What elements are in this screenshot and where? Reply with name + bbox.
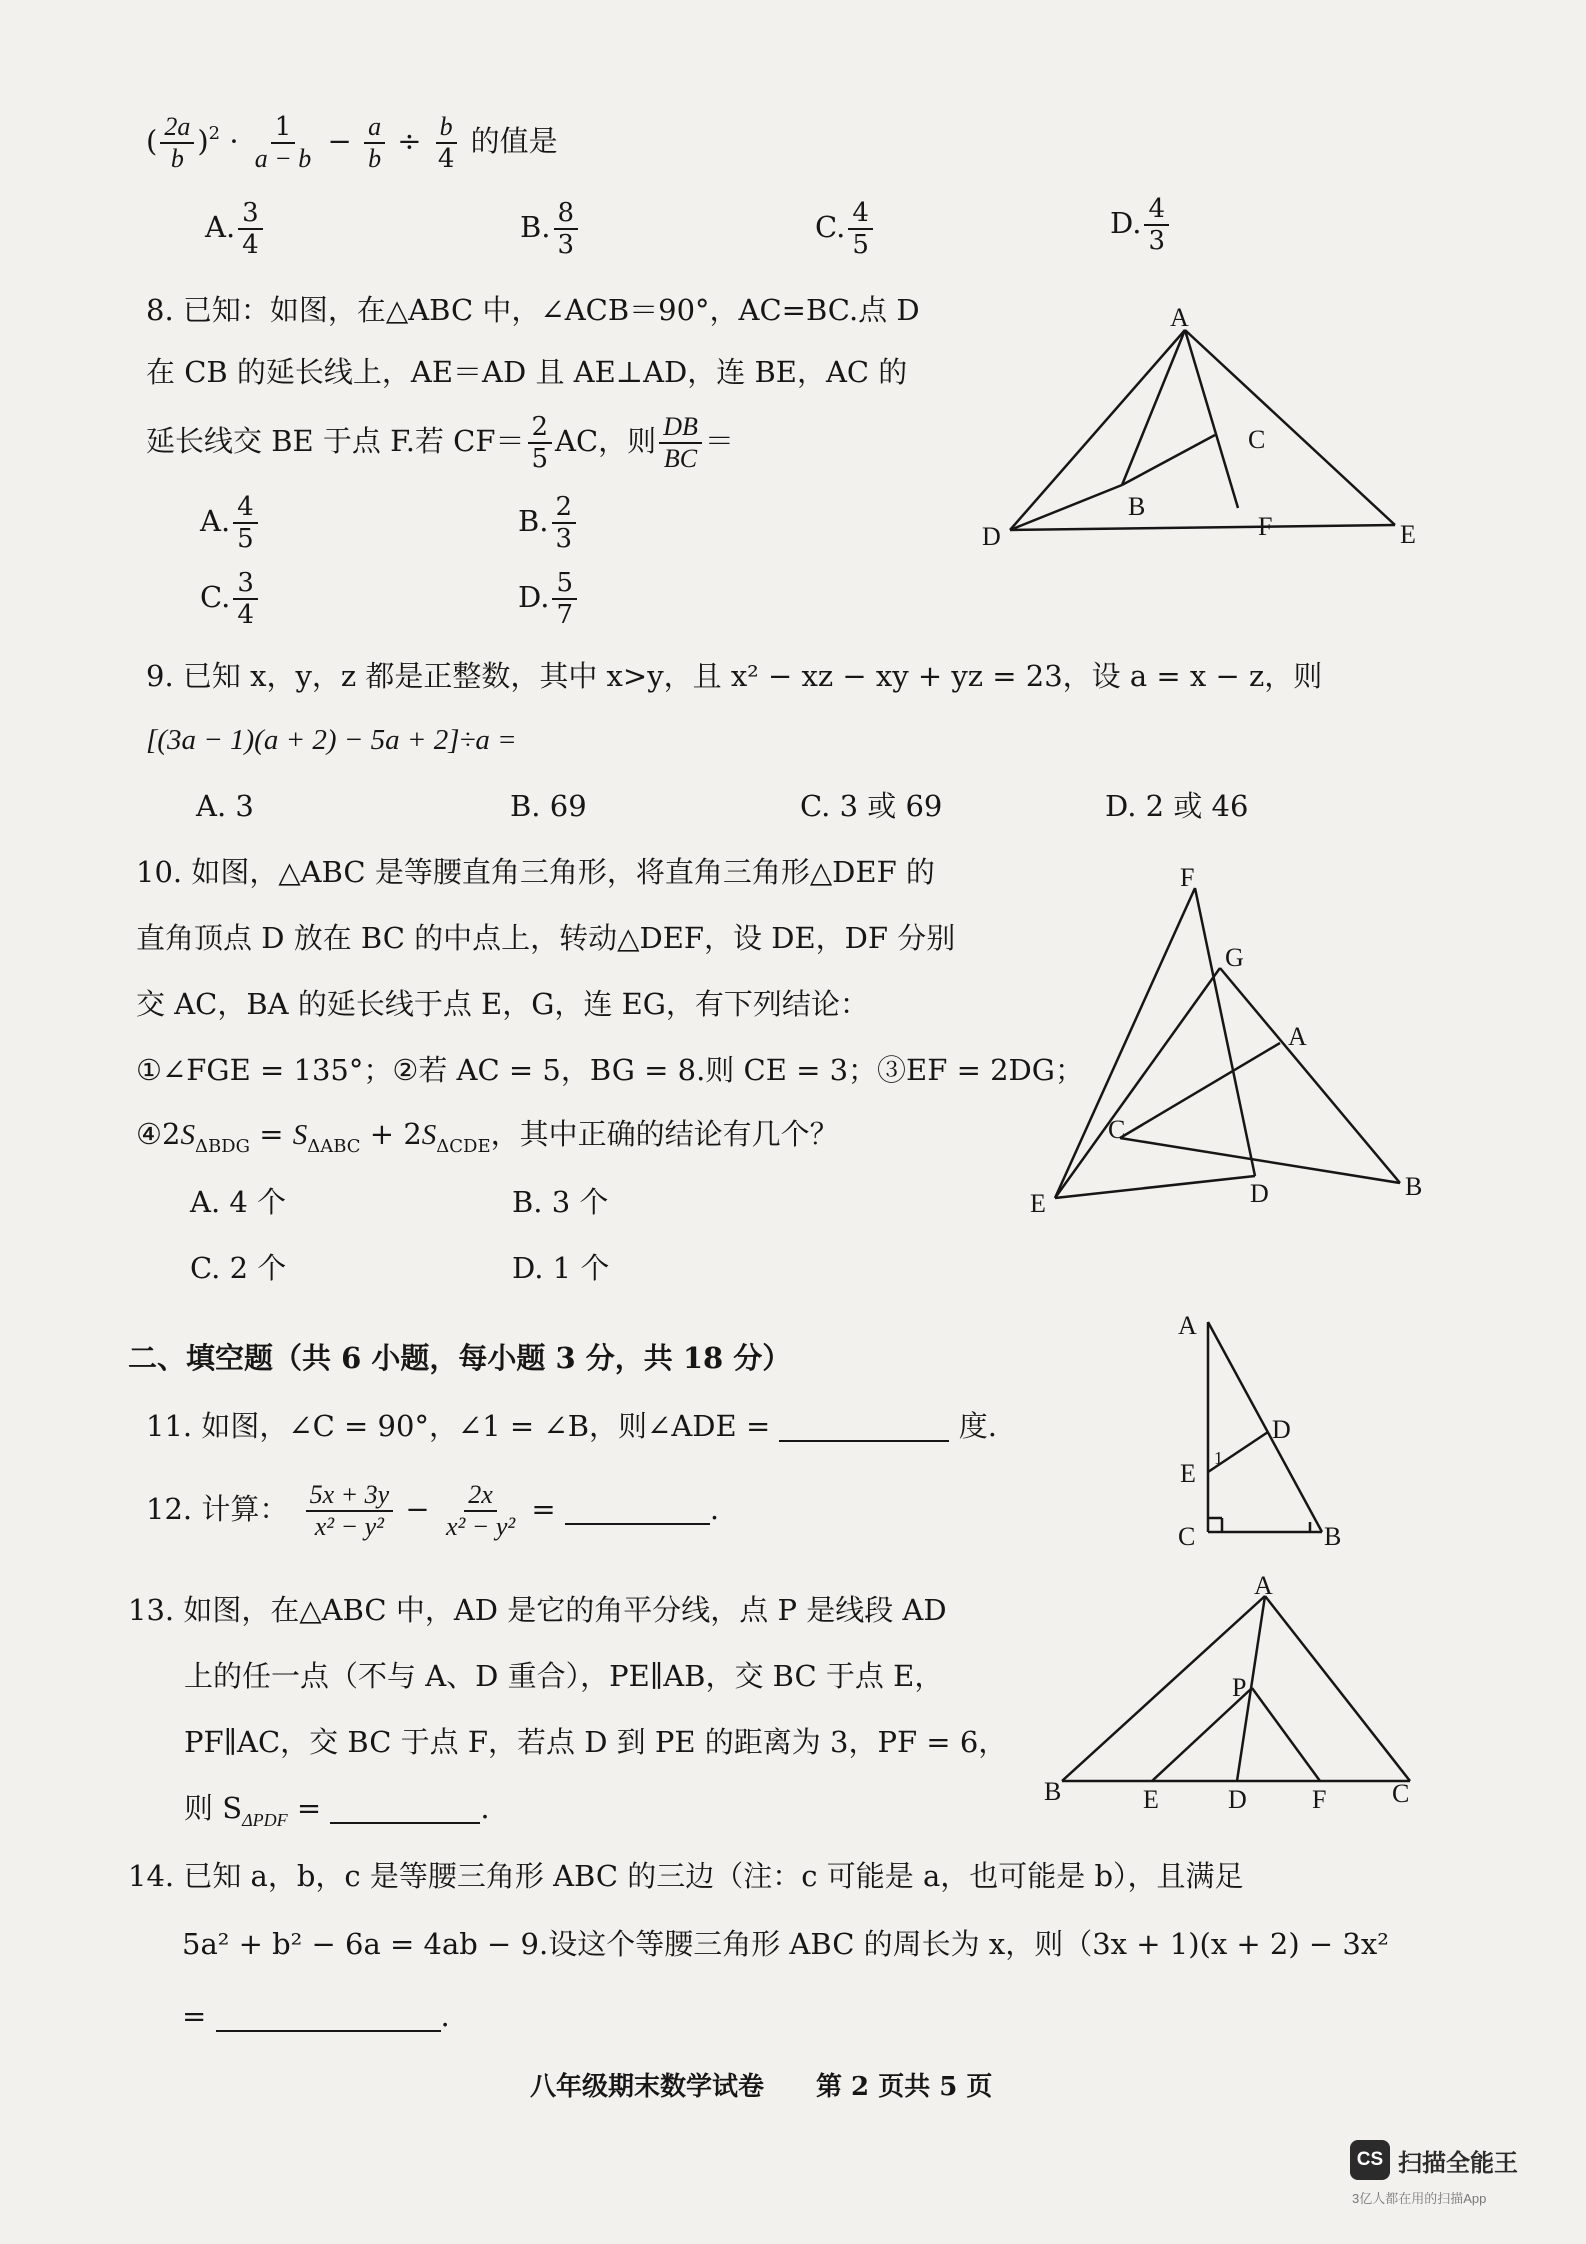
q7-option-d: D. $\frac{4}{3}$	[1110, 194, 1172, 256]
q13-label-f: F	[1312, 1785, 1327, 1814]
q9-option-c: C. 3 或 69	[800, 789, 943, 823]
watermark-name: 扫描全能王	[1398, 2149, 1518, 2177]
q9-option-a: A. 3	[196, 789, 254, 823]
q7-tail: 的值是	[470, 124, 558, 158]
q11-figure	[1160, 1300, 1360, 1560]
watermark-subtitle: 3亿人都在用的扫描App	[1352, 2191, 1487, 2206]
q11-label-e: E	[1180, 1459, 1196, 1488]
q13-label-e: E	[1143, 1785, 1159, 1814]
q10-label-f: F	[1180, 863, 1195, 892]
q7-option-c: C. $\frac{4}{5}$	[815, 198, 876, 260]
q7-option-b: B. $\frac{8}{3}$	[520, 198, 581, 260]
q13-line3: PF∥AC，交 BC 于点 F，若点 D 到 PE 的距离为 3，PF = 6，	[184, 1725, 1008, 1759]
q8-label-e: E	[1400, 520, 1416, 549]
q14-answer-blank[interactable]	[216, 2004, 441, 2032]
q13-line1: 13. 如图，在△ABC 中，AD 是它的角平分线，点 P 是线段 AD	[128, 1593, 947, 1627]
q8-label-b: B	[1128, 492, 1146, 521]
q13-answer-blank[interactable]	[330, 1796, 480, 1824]
q10-line2: 直角顶点 D 放在 BC 的中点上，转动△DEF，设 DE，DF 分别	[136, 921, 956, 955]
camscanner-logo-icon: CS	[1350, 2140, 1390, 2180]
q10-label-d: D	[1250, 1179, 1269, 1208]
q14-line1: 14. 已知 a，b，c 是等腰三角形 ABC 的三边（注：c 可能是 a，也可能是 b），且满足	[128, 1859, 1244, 1893]
q14-line3: = .	[182, 1999, 450, 2033]
q8-label-a: A	[1170, 303, 1189, 332]
q10-line3: 交 AC，BA 的延长线于点 E，G，连 EG，有下列结论：	[136, 987, 869, 1021]
q7-option-a: A. $\frac{3}{4}$	[205, 198, 266, 260]
q10-option-d: D. 1 个	[512, 1251, 610, 1285]
q11-label-b: B	[1324, 1522, 1342, 1551]
q9-line2: [(3a − 1)(a + 2) − 5a + 2]÷a =	[146, 724, 517, 756]
q14-line2: 5a² + b² − 6a = 4ab − 9.设这个等腰三角形 ABC 的周长为 x，则（3x + 1)(x + 2) − 3x²	[182, 1927, 1389, 1961]
q8-label-d: D	[982, 522, 1001, 551]
scanner-watermark	[1350, 2140, 1518, 2180]
q9-line1: 9. 已知 x，y，z 都是正整数，其中 x>y，且 x² − xz − xy + yz = 23，设 a = x − z，则	[146, 659, 1323, 693]
q11-label-a: A	[1178, 1311, 1197, 1340]
q11-label-d: D	[1272, 1415, 1291, 1444]
q10-line1: 10. 如图，△ABC 是等腰直角三角形，将直角三角形△DEF 的	[136, 855, 935, 889]
q8-label-f: F	[1258, 512, 1273, 541]
q8-line3: 延长线交 BE 于点 F.若 CF＝ $\frac{2}{5}$ AC，则 $\frac{DB}{BC}$ ＝	[146, 412, 734, 474]
q8-label-c: C	[1248, 425, 1266, 454]
page-footer: 八年级期末数学试卷 第 2 页共 5 页	[530, 2072, 993, 2102]
q10-label-e: E	[1030, 1189, 1046, 1218]
q10-option-a: A. 4 个	[190, 1185, 287, 1219]
q10-label-g: G	[1225, 943, 1244, 972]
q13-figure	[1040, 1576, 1440, 1816]
q13-line2: 上的任一点（不与 A、D 重合），PE∥AB，交 BC 于点 E，	[184, 1659, 944, 1693]
q8-option-b: B. $\frac{2}{3}$	[518, 492, 579, 554]
q8-option-a: A. $\frac{4}{5}$	[200, 492, 261, 554]
q9-option-b: B. 69	[510, 789, 587, 823]
q12-expression: 12. 计算： $\frac{5x + 3y}{\text{x² − y²}}$ − $\frac{2x}{\text{x² − y²}}$ = .	[146, 1480, 720, 1541]
q11-answer-blank[interactable]	[779, 1414, 949, 1442]
q10-label-c: C	[1108, 1115, 1126, 1144]
q10-label-b: B	[1405, 1172, 1423, 1201]
q11-text: 11. 如图，∠C = 90°，∠1 = ∠B，则∠ADE = 度.	[146, 1409, 997, 1443]
q10-line4: ①∠FGE = 135°；②若 AC = 5，BG = 8.则 CE = 3；③EF = 2DG；	[136, 1053, 1084, 1087]
q11-label-c: C	[1178, 1522, 1196, 1551]
q13-line4: 则 $S_{\Delta PDF}$ = .	[184, 1791, 490, 1830]
q9-option-d: D. 2 或 46	[1105, 789, 1249, 823]
q12-answer-blank[interactable]	[565, 1497, 710, 1525]
q13-label-a: A	[1254, 1576, 1273, 1600]
q10-option-b: B. 3 个	[512, 1185, 609, 1219]
q10-option-c: C. 2 个	[190, 1251, 287, 1285]
q10-figure	[1030, 858, 1450, 1218]
q8-option-d: D. $\frac{5}{7}$	[518, 568, 580, 630]
q7-expression: ( $\frac{2a}{b}$ )$^2$ · $\frac{1}{a - b}$ − $\frac{a}{b}$ ÷ $\frac{b}{4}$ 的值是	[146, 112, 558, 174]
q11-label-angle1: 1	[1214, 1448, 1223, 1468]
q13-label-p: P	[1232, 1673, 1247, 1702]
q10-line5: $④2S_{\Delta BDG} = S_{\Delta ABC} + 2S_{\Delta CDE}$，其中正确的结论有几个？	[136, 1117, 839, 1157]
q8-option-c: C. $\frac{3}{4}$	[200, 568, 261, 630]
q13-label-d: D	[1228, 1785, 1247, 1814]
q8-line2: 在 CB 的延长线上，AE＝AD 且 AE⊥AD，连 BE，AC 的	[146, 355, 908, 389]
q10-label-a: A	[1288, 1022, 1307, 1051]
q8-line1: 8. 已知：如图，在△ABC 中，∠ACB＝90°，AC=BC.点 D	[146, 293, 920, 327]
q13-label-b: B	[1044, 1777, 1062, 1806]
section-fill-blank-title: 二、填空题（共 6 小题，每小题 3 分，共 18 分）	[128, 1341, 792, 1375]
q13-label-c: C	[1392, 1779, 1410, 1808]
q8-figure	[960, 300, 1440, 560]
